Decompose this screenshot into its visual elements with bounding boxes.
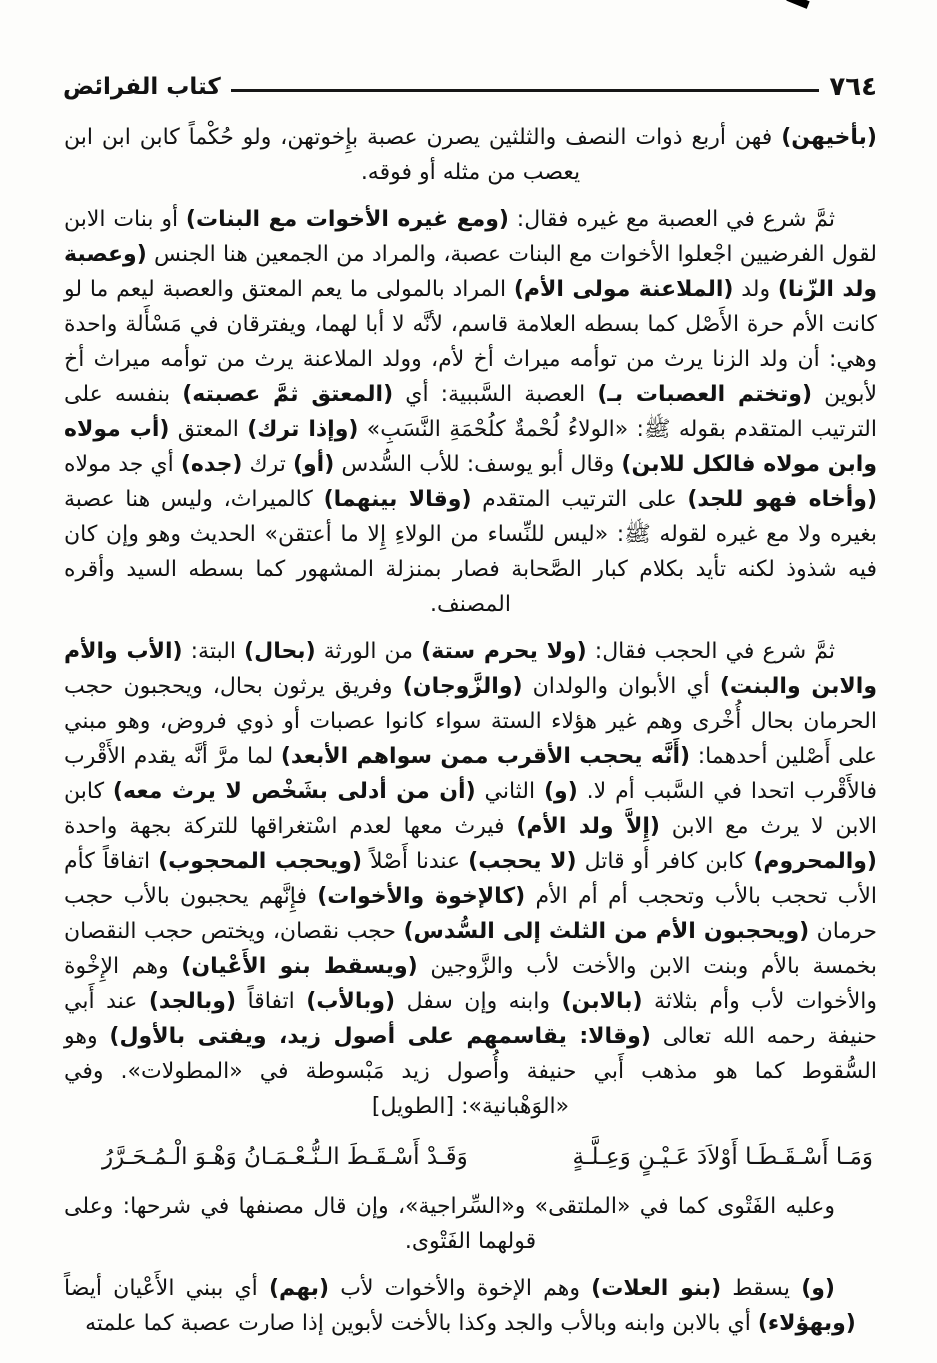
paragraph-fatwa: وعليه الفَتْوى كما في «الملتقى» و«السِّراجية»، وإن قال مصنفها في شرحها: وعلى قولهما الفَتْوى.	[64, 1194, 835, 1254]
paragraph-sisters-agnation: (بأخيهن) فهن أربع ذوات النصف والثلثين يصرن عصبة بإِخوتهن، ولو حُكْماً كابن ابن ابن يعصب من مثله أو فوقه.	[64, 125, 877, 185]
page-number: ٧٦٤	[829, 72, 877, 102]
page-body	[0, 120, 937, 1341]
paragraph-banu-allat: (و) يسقط (بنو العلات) وهم الإخوة والأخوات لأب (بهم) أي ببني الأَعْيان أيضاً (وبهؤلاء) أي بالابن وابنه وبالأب والجد وكذا بالأخت لأبوين إذا صارت عصبة كما علمته	[64, 1276, 856, 1336]
verse-line	[64, 1136, 877, 1175]
page-header	[0, 72, 937, 102]
book-title: كتاب الفرائض	[63, 74, 221, 100]
verse-right-hemistich: وَمَـا أَسْـقَـطَـا أَوْلاَدَ عَـيْـنٍ وَعِـلَّـةٍ	[572, 1144, 873, 1170]
verse-left-hemistich: وَقَـدْ أَسْـقَـطَ الـنُّـعْـمَـانُ وَهْـوَ الْـمُـحَـرَّرُ	[102, 1144, 468, 1170]
scan-artifact	[786, 0, 809, 9]
header-rule	[231, 89, 820, 92]
paragraph-hajb: ثمَّ شرع في الحجب فقال: (ولا يحرم ستة) من الورثة (بحال) البتة: (الأب والأم والابن والبنت) أي الأبوان والولدان (والزَّوجان) وفريق يرثون بحال، ويحجبون حجب الحرمان بحال أُخْرى وهم غير هؤلاء الستة سواء كانوا عصبات أو ذوي فروض، وهو مبني على أَصْلين أحدهما: (أَنَّه يحجب الأقرب ممن سواهم الأبعد) لما مرَّ أنَّه يقدم الأَقْرب فالأَقْرب اتحدا في السَّبب أم لا. (و) الثاني (أن من أدلى بشَخْص لا يرث معه) كابن الابن لا يرث مع الابن (إِلاَّ ولد الأم) فيرث معها لعدم اسْتغراقها للتركة بجهة واحدة (والمحروم) كابن كافر أو قاتل (لا يحجب) عندنا أَصْلاً (ويحجب المحجوب) اتفاقاً كأم الأب تحجب بالأب وتحجب أم أم الأم (كالإخوة والأخوات) فإِنَّهم يحجبون بالأب حجب حرمان (ويحجبون الأم من الثلث إلى السُّدس) حجب نقصان، ويختص حجب النقصان بخمسة بالأم وبنت الابن والأخت لأب والزَّوجين (ويسقط بنو الأَعْيان) وهم الإِخْوة والأخوات لأب وأم بثلاثة (بالابن) وابنه وإن سفل (وبالأب) اتفاقاً (وبالجد) عند أَبي حنيفة رحمه الله تعالى (وقالا: يقاسمهم على أصول زيد، ويفتى بالأول) وهو السُّقوط كما هو مذهب أَبي حنيفة وأُصول زيد مَبْسوطة في «المطولات». وفي «الوَهْبانية»: [الطويل]	[64, 639, 878, 1119]
paragraph-asaba-with-others: ثمَّ شرع في العصبة مع غيره فقال: (ومع غيره الأخوات مع البنات) أو بنات الابن لقول الفرضيين اجْعلوا الأخوات مع البنات عصبة، والمراد من الجمعين هنا الجنس (وعصبة ولد الزّنا) ولد (الملاعنة مولى الأم) المراد بالمولى ما يعم المعتق والعصبة ليعم ما لو كانت الأم حرة الأَصْل كما بسطه العلامة قاسم، لأنَّه لا أبا لهما، ويفترقان في مَسْأَلة واحدة وهي: أن ولد الزنا يرث من توأمه ميراث أخ لأم، وولد الملاعنة يرث من توأمه ميراث أخ لأبوين (وتختم العصبات بـ) العصبة السَّببية: أي (المعتق ثمَّ عصبته) بنفسه على الترتيب المتقدم بقوله ﷺ: «الولاءُ لُحْمةٌ كلُحْمَةِ النَّسَبِ» (وإذا ترك) المعتق (أب مولاه وابن مولاه فالكل للابن) وقال أبو يوسف: للأب السُّدس (أو) ترك (جده) أي جد مولاه (وأخاه فهو للجد) على الترتيب المتقدم (وقالا بينهما) كالميراث، وليس هنا عصبة بغيره ولا مع غيره لقوله ﷺ: «ليس للنِّساء من الولاءِ إِلا ما أعتقن» الحديث وهو وإن كان فيه شذوذ لكنه تأيد بكلام كبار الصَّحابة فصار بمنزلة المشهور كما بسطه السيد وأقره المصنف.	[64, 207, 878, 617]
